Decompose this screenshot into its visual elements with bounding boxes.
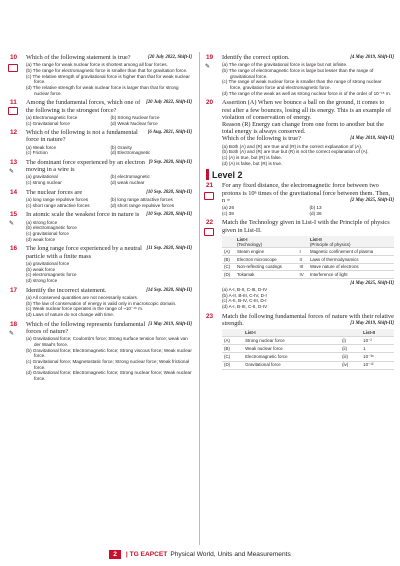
table-cell (222, 329, 243, 336)
question-number: 10 (10, 54, 18, 61)
option-d: (d) 36 (309, 210, 322, 216)
exam-reference: [4 May 2019, Shift-II] (350, 55, 394, 60)
exam-reference: [9 Sep. 2020, Shift-II] (148, 160, 192, 166)
option-d: (d) Weak Nuclear force (110, 120, 158, 126)
option-d: (d) weak force (26, 236, 56, 242)
option-d: (d) Laws of nature do not change with time. (26, 312, 115, 318)
option-c: (c) strong nuclear (26, 180, 62, 186)
option-a: (a) gravitational force (26, 260, 70, 266)
question-number: 12 (10, 129, 18, 137)
option-b: (b) Gravitational force; Electromagnetic force; Strong viscous force; Weak nuclear force. (26, 347, 192, 359)
option-c: (c) gravitational force (26, 231, 69, 237)
option-c: (c) Friction (26, 150, 48, 156)
level-accent-bar (206, 169, 209, 180)
question-stem: Match the following fundamental forces of nature with their relative strength. (222, 312, 394, 328)
question-stem: Which of the following statement is true? (26, 54, 131, 61)
match-table (222, 329, 394, 370)
question-stem: Among the fundamental forces, which one of the following is the strongest force? (26, 99, 141, 114)
option-a: (a) The range of the gravitational force is large but not infinite. (222, 62, 348, 68)
pen-icon: ✎ (205, 64, 211, 70)
question-17 (10, 287, 192, 318)
option-a: (a) gravitational (26, 174, 58, 180)
table-cell (340, 329, 361, 336)
chapter-title: Physical World, Units and Measurements (170, 550, 291, 558)
table-row: (B) Electron microscope II Laws of thermodynamics (222, 256, 394, 264)
option-a: (a) Electromagnetic force (26, 114, 78, 120)
table-row: (D) Gravitational force (iv) 10⁻¹³ (222, 361, 394, 370)
exam-reference: [3 May 2019, Shift-II] (148, 321, 192, 327)
question-11 (10, 99, 192, 126)
option-c: (c) Gravitational force; Magnetostatic force; Strong nuclear force; Weak frictional force. (26, 358, 190, 370)
option-d: (d) short range repulsive forces (110, 202, 175, 208)
question-stem: Which of the following represents fundamental forces of nature? (26, 320, 146, 335)
exam-reference: [14 Sep. 2020, Shift-II] (146, 287, 192, 293)
question-22 (206, 219, 394, 309)
question-number: 14 (10, 188, 18, 196)
question-stem: Identify the incorrect statement. (26, 286, 107, 294)
pen-icon: ✎ (9, 221, 15, 228)
option-b: (b) The range for electromagnetic force is smaller than that for gravitation force. (26, 67, 188, 73)
assertion-text: Assertion (A) When we bounce a ball on the ground, it comes to rest after a few bounces, losing all its energy. This is an example of violation of conservation of energy. (222, 99, 392, 121)
question-15 (10, 211, 192, 242)
table-header-row (222, 236, 394, 248)
tick-box-icon (204, 228, 214, 236)
option-b: (b) electromagnetic (110, 174, 150, 180)
option-d: (d) Gravitational force; Electromagnetic force; Strong nuclear force; Weak nuclear force. (26, 370, 192, 382)
question-stem: Match the Technology given in List-I with the Principle of physics given in List-II. (222, 219, 390, 234)
tick-box-icon (8, 107, 18, 115)
table-cell (222, 236, 235, 248)
question-number: 15 (10, 211, 18, 219)
option-a: (a) The range for weak nuclear force is shortest among all four forces. (26, 62, 168, 68)
question-number: 16 (10, 245, 18, 253)
option-a: (a) Gravitational force; Coulomb's force; Strong surface tension force; weak van der Waal's force. (26, 336, 188, 347)
option-a: (a) A-I, B-II, C-III, D-IV (222, 287, 268, 293)
option-c: (c) electromagnetic force (26, 272, 77, 278)
option-b: (b) electromagnetic force (26, 225, 77, 231)
question-23 (206, 313, 394, 370)
pen-icon: ✎ (9, 169, 15, 176)
option-d: (d) (A) is false, but (R) is true. (222, 160, 283, 166)
option-d: (d) Electromagnetic (110, 150, 151, 156)
question-21 (206, 182, 394, 216)
question-18 (10, 321, 192, 382)
question-13 (10, 159, 192, 186)
reason-text: Reason (R) Energy can change from one form to another but the total energy is always conserved. (222, 121, 384, 136)
question-number: 23 (206, 312, 214, 320)
table-row: (C) Electromagnetic force (iii) 10⁻³⁸ (222, 353, 394, 362)
question-16 (10, 245, 192, 283)
question-stem: The long range force experienced by a neutral particle with a finite mass (26, 245, 142, 260)
table-row: (A) Strong nuclear force (i) 10⁻² (222, 336, 394, 345)
exam-reference: [6 Aug. 2021, Shift-II] (147, 130, 192, 136)
option-b: (b) long range attractive forces (110, 197, 173, 203)
table-header-cell: List-I (243, 329, 340, 336)
option-c: (c) Gravitational force (26, 120, 70, 126)
left-column (10, 54, 192, 382)
level-heading (206, 169, 394, 180)
option-c: (c) The range of weak nuclear force is smaller than the range of strong nuclear force, gravitation force and electromagnetic force. (222, 79, 382, 91)
option-c: (c) 39 (222, 210, 234, 216)
question-stem: Identify the correct option. (222, 54, 290, 61)
table-header-cell: List-I (Technology) (235, 236, 298, 248)
question-stem: Which of the following is not a fundamental force in nature? (26, 129, 138, 144)
option-a: (a) Weak force (26, 144, 57, 150)
exam-reference: [10 Sep. 2020, Shift-II] (146, 189, 192, 195)
table-header-row (222, 329, 394, 336)
table-header-cell: List-II (Principle of physics) (308, 236, 394, 248)
question-number: 18 (10, 320, 18, 328)
option-c: (c) Weak nuclear force operates in the range of ~10⁻¹⁶ m. (26, 306, 144, 312)
option-b: (b) The range of electromagnetic force is large but lesser than the range of gravitational force. (222, 67, 374, 79)
table-header-cell: List-II (361, 329, 394, 336)
option-d: (d) strong force (26, 278, 58, 283)
option-b: (b) The law of conservation of energy is valid only in macroscopic domain. (26, 300, 177, 306)
exam-reference: [20 July 2022, Shift-I] (148, 55, 192, 60)
question-number: 20 (206, 99, 214, 107)
table-row: (C) Non-reflecting coatings III Wave nature of electrons (222, 263, 394, 271)
tick-box-icon (8, 64, 18, 72)
option-b: (b) Strong Nuclear force (110, 114, 160, 120)
question-stem: The dominant force experienced by an electron moving in a wire is (26, 159, 145, 174)
option-d: (d) The relative strength for weak nuclear force is larger than that for strong nuclear force. (26, 85, 179, 96)
table-row: (D) Tokamak IV Interference of light (222, 271, 394, 279)
question-stem: For any fixed distance, the electromagnetic force between two protons is 10ⁿ times of the gravitational force between them. Then, n = (222, 182, 390, 204)
option-a: (a) All conserved quantities are not necessarily scalars. (26, 294, 139, 300)
option-a: (a) strong force (26, 219, 58, 225)
option-b: (b) Both (A) and (R) are true but (R) is not the correct explanation of (A). (222, 149, 369, 155)
question-14 (10, 189, 192, 209)
option-c: (c) short range attractive forces (26, 202, 90, 208)
option-b: (b) Gravity (110, 144, 132, 150)
exam-reference: [10 Sep. 2020, Shift-II] (146, 212, 192, 218)
question-stem: In atomic scale the weakest force in nature is (26, 211, 140, 219)
option-b: (b) weak force (26, 266, 56, 272)
table-row: (A) Steam engine I Magnetic confinement of plasma (222, 248, 394, 256)
option-a: (a) Both (A) and (R) are true and (R) is the correct explanation of (A). (222, 143, 363, 149)
option-a: (a) long range repulsive forces (26, 197, 89, 203)
exam-reference: [2 May 2025, Shift-II] (350, 197, 394, 203)
book-title: | TG EAPCET (125, 550, 168, 558)
option-b: (b) 13 (309, 205, 322, 211)
question-number: 11 (10, 99, 17, 107)
option-c: (c) (A) is true, but (R) is false. (222, 155, 282, 161)
question-number: 17 (10, 286, 18, 294)
match-table (222, 236, 394, 279)
exam-reference: [20 July 2022, Shift-II] (146, 100, 192, 106)
pen-icon: ✎ (9, 330, 15, 337)
question-number: 19 (206, 54, 214, 61)
question-stem: The nuclear forces are (26, 188, 83, 196)
exam-reference: [3 May 2019, Shift-II] (350, 321, 394, 327)
level-title: Level 2 (212, 169, 243, 180)
right-column (206, 54, 394, 370)
option-d: (d) The range of the weak as well as strong nuclear force is of the order of 10⁻¹⁵ m. (222, 90, 391, 96)
page-number: 2 (109, 550, 121, 559)
option-c: (c) The relative strength of gravitational force is higher than that for weak nuclear force. (26, 73, 190, 85)
option-d: (d) A-I, B-III, C-II, D-IV (222, 304, 268, 310)
question-19 (206, 54, 394, 96)
question-12 (10, 129, 192, 156)
option-d: (d) weak nuclear (110, 180, 145, 186)
table-cell (298, 236, 308, 248)
question-number: 21 (206, 182, 214, 190)
option-a: (a) 26 (222, 205, 235, 211)
exam-reference: [4 May 2018, Shift-II] (350, 136, 394, 142)
table-row: (B) Weak nuclear force (ii) 1 (222, 345, 394, 353)
question-20 (206, 99, 394, 166)
question-number: 22 (206, 219, 214, 227)
column-divider (199, 52, 200, 545)
question-stem: Which of the following is true? (222, 135, 301, 143)
exam-reference: [4 May 2025, Shift-II] (350, 280, 394, 286)
exam-reference: [11 Sep. 2020, Shift-II] (146, 246, 192, 252)
question-10 (10, 54, 192, 96)
page-footer (0, 547, 400, 561)
option-b: (b) A-II, B-III, C-IV, D-I (222, 292, 267, 298)
question-number: 13 (10, 159, 18, 167)
option-c: (c) A-II, B-IV, C-III, D-I (222, 298, 267, 304)
tick-box-icon (204, 192, 214, 200)
